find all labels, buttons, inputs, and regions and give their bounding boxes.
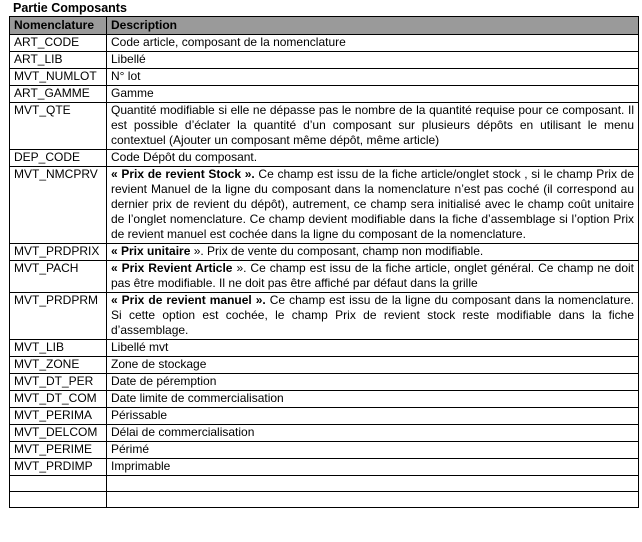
description-cell (107, 425, 639, 442)
nomenclature-code: MVT_LIB (10, 340, 107, 357)
description-cell (107, 408, 639, 425)
nomenclature-code: MVT_PRDPRM (10, 293, 107, 340)
description-cell (107, 391, 639, 408)
field-label: « Prix unitaire (111, 244, 191, 258)
nomenclature-code: ART_CODE (10, 35, 107, 52)
description-cell (107, 244, 639, 261)
table-row (10, 340, 639, 357)
description-cell (107, 261, 639, 293)
description-cell (107, 52, 639, 69)
description-text: Ce champ est issu de la fiche article/onglet stock , si le champ Prix de revient Manuel de la ligne du composant dans la nomenclature n’est pas coché (il correspond au dernier prix de revient du dépôt), autrement, ce champ sera initialisé avec le champ coût unitaire de l’onglet nomenclature. Ce champ devient modifiable dans la fiche d’assemblage si l’option Prix de revient manuel est cochée dans la ligne du composant de la nomenclature. (111, 167, 634, 241)
nomenclature-code: MVT_DT_PER (10, 374, 107, 391)
description-text: Périssable (111, 408, 168, 422)
description-cell (107, 459, 639, 476)
description-cell (107, 35, 639, 52)
nomenclature-code: MVT_DT_COM (10, 391, 107, 408)
description-cell (107, 442, 639, 459)
description-text: ». Prix de vente du composant, champ non modifiable. (190, 244, 484, 258)
nomenclature-code: MVT_PRDPRIX (10, 244, 107, 261)
table-body (10, 35, 639, 508)
description-text: Libellé (111, 52, 146, 66)
nomenclature-code: ART_LIB (10, 52, 107, 69)
nomenclature-code: MVT_ZONE (10, 357, 107, 374)
field-label: « Prix de revient Stock ». (111, 167, 255, 181)
nomenclature-code: DEP_CODE (10, 150, 107, 167)
table-row (10, 69, 639, 86)
description-text: ». Ce champ est issu de la fiche article, onglet général. Ce champ ne doit pas être modifiable. Il ne doit pas être affiché par défaut dans la grille (111, 261, 635, 290)
description-cell (107, 69, 639, 86)
nomenclature-table (9, 16, 639, 508)
table-row (10, 35, 639, 52)
table-row (10, 150, 639, 167)
description-cell (107, 357, 639, 374)
description-text: Code Dépôt du composant. (111, 150, 258, 164)
description-text: Imprimable (111, 459, 171, 473)
nomenclature-code (10, 476, 107, 492)
table-row (10, 167, 639, 244)
description-text: Quantité modifiable si elle ne dépasse pas le nombre de la quantité requise pour ce composant. Il est possible d’éclater la quantité d’un composant sur plusieurs dépôts en utilisant le menu contextuel (Ajouter un composant même dépôt, même article) (111, 103, 634, 147)
nomenclature-code: MVT_PERIMA (10, 408, 107, 425)
description-cell (107, 86, 639, 103)
field-label: « Prix de revient manuel ». (111, 293, 266, 307)
description-text: Gamme (111, 86, 154, 100)
description-text: Délai de commercialisation (111, 425, 255, 439)
nomenclature-code: MVT_PERIME (10, 442, 107, 459)
table-row (10, 103, 639, 150)
description-cell (107, 103, 639, 150)
header-nomenclature: Nomenclature (10, 17, 107, 35)
table-row (10, 492, 639, 508)
description-text: Libellé mvt (111, 340, 169, 354)
nomenclature-code: MVT_PRDIMP (10, 459, 107, 476)
description-text: Zone de stockage (111, 357, 207, 371)
description-cell (107, 150, 639, 167)
description-cell (107, 492, 639, 508)
nomenclature-code: ART_GAMME (10, 86, 107, 103)
table-row (10, 408, 639, 425)
description-text: Ce champ est issu de la ligne du composant dans la nomenclature. Si cette option est cochée, le champ Prix de revient stock reste modifiable dans la fiche d’assemblage. (111, 293, 634, 337)
header-description: Description (107, 17, 639, 35)
description-cell (107, 476, 639, 492)
nomenclature-code: MVT_PACH (10, 261, 107, 293)
description-cell (107, 293, 639, 340)
nomenclature-code: MVT_DELCOM (10, 425, 107, 442)
description-text: Périmé (111, 442, 150, 456)
table-row (10, 442, 639, 459)
description-cell (107, 167, 639, 244)
table-row (10, 391, 639, 408)
nomenclature-code (10, 492, 107, 508)
description-text: N° lot (111, 69, 141, 83)
section-title: Partie Composants (13, 1, 127, 15)
table-row (10, 374, 639, 391)
table-header-row (10, 17, 639, 35)
nomenclature-code: MVT_NUMLOT (10, 69, 107, 86)
nomenclature-code: MVT_QTE (10, 103, 107, 150)
description-text: Date de péremption (111, 374, 217, 388)
table-row (10, 261, 639, 293)
table-row (10, 476, 639, 492)
description-cell (107, 340, 639, 357)
nomenclature-code: MVT_NMCPRV (10, 167, 107, 244)
table-row (10, 459, 639, 476)
table-row (10, 244, 639, 261)
table-row (10, 52, 639, 69)
description-text: Code article, composant de la nomenclature (111, 35, 346, 49)
description-cell (107, 374, 639, 391)
table-row (10, 86, 639, 103)
table-row (10, 425, 639, 442)
table-row (10, 293, 639, 340)
table-row (10, 357, 639, 374)
field-label: « Prix Revient Article (111, 261, 233, 275)
description-text: Date limite de commercialisation (111, 391, 284, 405)
